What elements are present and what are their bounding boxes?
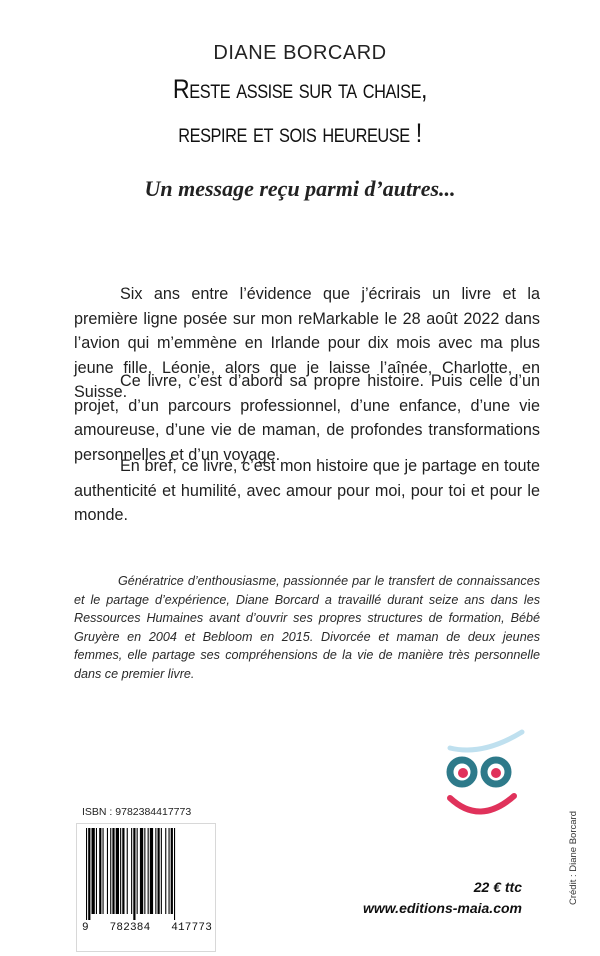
logo-brow <box>450 732 522 750</box>
barcode-digit-group-1: 782384 <box>109 922 151 934</box>
author-biography: Génératrice d’enthousiasme, passionnée par le transfert de connaissances et le partage d’expérience, Diane Borcard a travaillé durant seize ans dans les Ressources Humaines avant d’ouvrir ses propres structures de formation, Bébé Gruyère en 2004 et Bebloom en 2015. Divorcée et maman de deux jeunes femmes, elle partage ses compréhensions de la vie de manière très personnelle dans ce premier livre. <box>74 574 540 681</box>
logo-left-pupil <box>458 768 468 778</box>
book-title-line-2: respire et sois heureuse ! <box>178 118 422 148</box>
logo-smile <box>450 796 514 812</box>
barcode-digit-group-2: 417773 <box>171 922 212 934</box>
logo-right-pupil <box>491 768 501 778</box>
barcode-digit-first: 9 <box>82 922 89 934</box>
author-name: DIANE BORCARD <box>213 42 387 64</box>
book-title-line-1: Reste assise sur ta chaise, <box>172 74 428 104</box>
barcode-icon <box>86 828 206 920</box>
book-subtitle: Un message reçu parmi d’autres... <box>144 176 456 201</box>
summary-paragraph-2: Ce livre, c’est d’abord sa propre histoire. Puis celle d’un projet, d’un parcours professionnel, d’une enfance, d’une vie amoureuse, d’une vie de maman, de profondes transformations personnelles et d’un voyage. <box>74 372 540 464</box>
photo-credit: Crédit : Diane Borcard <box>568 811 579 905</box>
price: 22 € ttc <box>473 879 522 895</box>
barcode-digits <box>82 922 212 934</box>
summary-paragraph-3: En bref, ce livre, c’est mon histoire que je partage en toute authenticité et humilité, avec amour pour moi, pour toi et pour le monde. <box>74 457 540 524</box>
smiley-face-icon <box>438 728 530 824</box>
publisher-website[interactable]: www.editions-maia.com <box>363 900 522 916</box>
isbn-label: ISBN : 9782384417773 <box>82 806 192 818</box>
summary-paragraph-1: Six ans entre l’évidence que j’écrirais un livre et la première ligne posée sur mon reMarkable le 28 août 2022 dans l’avion qui m’emmène en Irlande pour dix mois avec ma plus jeune fille, Léonie, alors que je laisse l’aînée, Charlotte, en Suisse. <box>74 285 540 401</box>
